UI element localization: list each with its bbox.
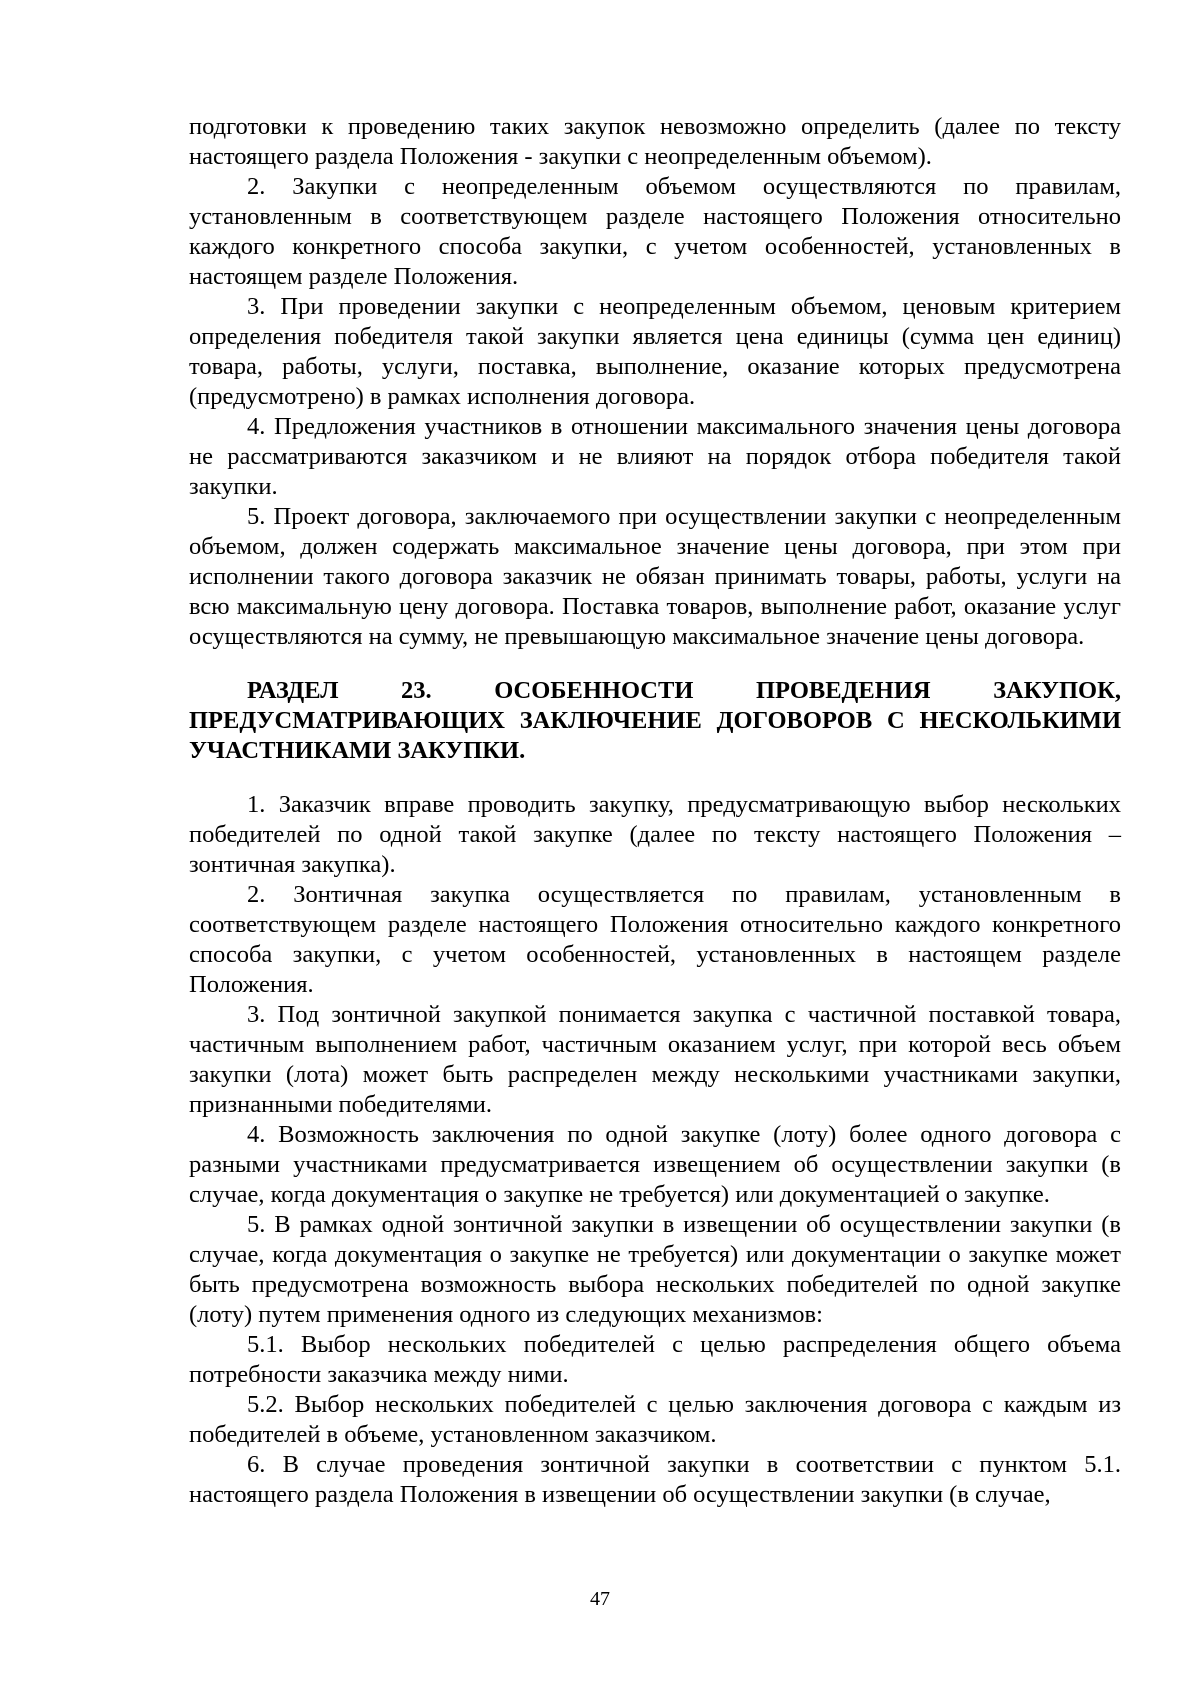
paragraph-23-5-1: 5.1. Выбор нескольких победителей с целью распределения общего объема потребности заказчика между ними. — [189, 1331, 1121, 1388]
page-number: 47 — [590, 1588, 610, 1610]
paragraph-23-2: 2. Зонтичная закупка осуществляется по правилам, установленным в соответствующем разделе настоящего Положения относительно каждого конкретного способа закупки, с учетом особенностей, установленных в настоящем разделе Положения. — [189, 881, 1121, 998]
paragraph-23-6: 6. В случае проведения зонтичной закупки в соответствии с пунктом 5.1. настоящего раздела Положения в извещении об осуществлении закупки (в случае, — [189, 1451, 1121, 1508]
document-page — [189, 112, 1121, 1510]
paragraph-22-2: 2. Закупки с неопределенным объемом осуществляются по правилам, установленным в соответствующем разделе настоящего Положения относительно каждого конкретного способа закупки, с учетом особенностей, установленных в настоящем разделе Положения. — [189, 173, 1121, 290]
paragraph-22-5: 5. Проект договора, заключаемого при осуществлении закупки с неопределенным объемом, должен содержать максимальное значение цены договора, при этом при исполнении такого договора заказчик не обязан принимать товары, работы, услуги на всю максимальную цену договора. Поставка товаров, выполнение работ, оказание услуг осуществляются на сумму, не превышающую максимальное значение цены договора. — [189, 503, 1121, 650]
paragraph-22-4: 4. Предложения участников в отношении максимального значения цены договора не рассматриваются заказчиком и не влияют на порядок отбора победителя такой закупки. — [189, 413, 1121, 500]
paragraph-continuation: подготовки к проведению таких закупок невозможно определить (далее по тексту настоящего раздела Положения - закупки с неопределенным объемом). — [189, 113, 1121, 170]
paragraph-22-3: 3. При проведении закупки с неопределенным объемом, ценовым критерием определения победителя такой закупки является цена единицы (сумма цен единиц) товара, работы, услуги, поставка, выполнение, оказание которых предусмотрена (предусмотрено) в рамках исполнения договора. — [189, 293, 1121, 410]
paragraph-23-4: 4. Возможность заключения по одной закупке (лоту) более одного договора с разными участниками предусматривается извещением об осуществлении закупки (в случае, когда документация о закупке не требуется) или документацией о закупке. — [189, 1121, 1121, 1208]
section-23-heading: РАЗДЕЛ 23. ОСОБЕННОСТИ ПРОВЕДЕНИЯ ЗАКУПОК, ПРЕДУСМАТРИВАЮЩИХ ЗАКЛЮЧЕНИЕ ДОГОВОРОВ С НЕСКОЛЬКИМИ УЧАСТНИКАМИ ЗАКУПКИ. — [189, 677, 1121, 764]
paragraph-23-5: 5. В рамках одной зонтичной закупки в извещении об осуществлении закупки (в случае, когда документация о закупке не требуется) или документации о закупке может быть предусмотрена возможность выбора нескольких победителей по одной закупке (лоту) путем применения одного из следующих механизмов: — [189, 1211, 1121, 1328]
paragraph-23-5-2: 5.2. Выбор нескольких победителей с целью заключения договора с каждым из победителей в объеме, установленном заказчиком. — [189, 1391, 1121, 1448]
paragraph-23-1: 1. Заказчик вправе проводить закупку, предусматривающую выбор нескольких победителей по одной такой закупке (далее по тексту настоящего Положения – зонтичная закупка). — [189, 791, 1121, 878]
paragraph-23-3: 3. Под зонтичной закупкой понимается закупка с частичной поставкой товара, частичным выполнением работ, частичным оказанием услуг, при которой весь объем закупки (лота) может быть распределен между несколькими участниками закупки, признанными победителями. — [189, 1001, 1121, 1118]
